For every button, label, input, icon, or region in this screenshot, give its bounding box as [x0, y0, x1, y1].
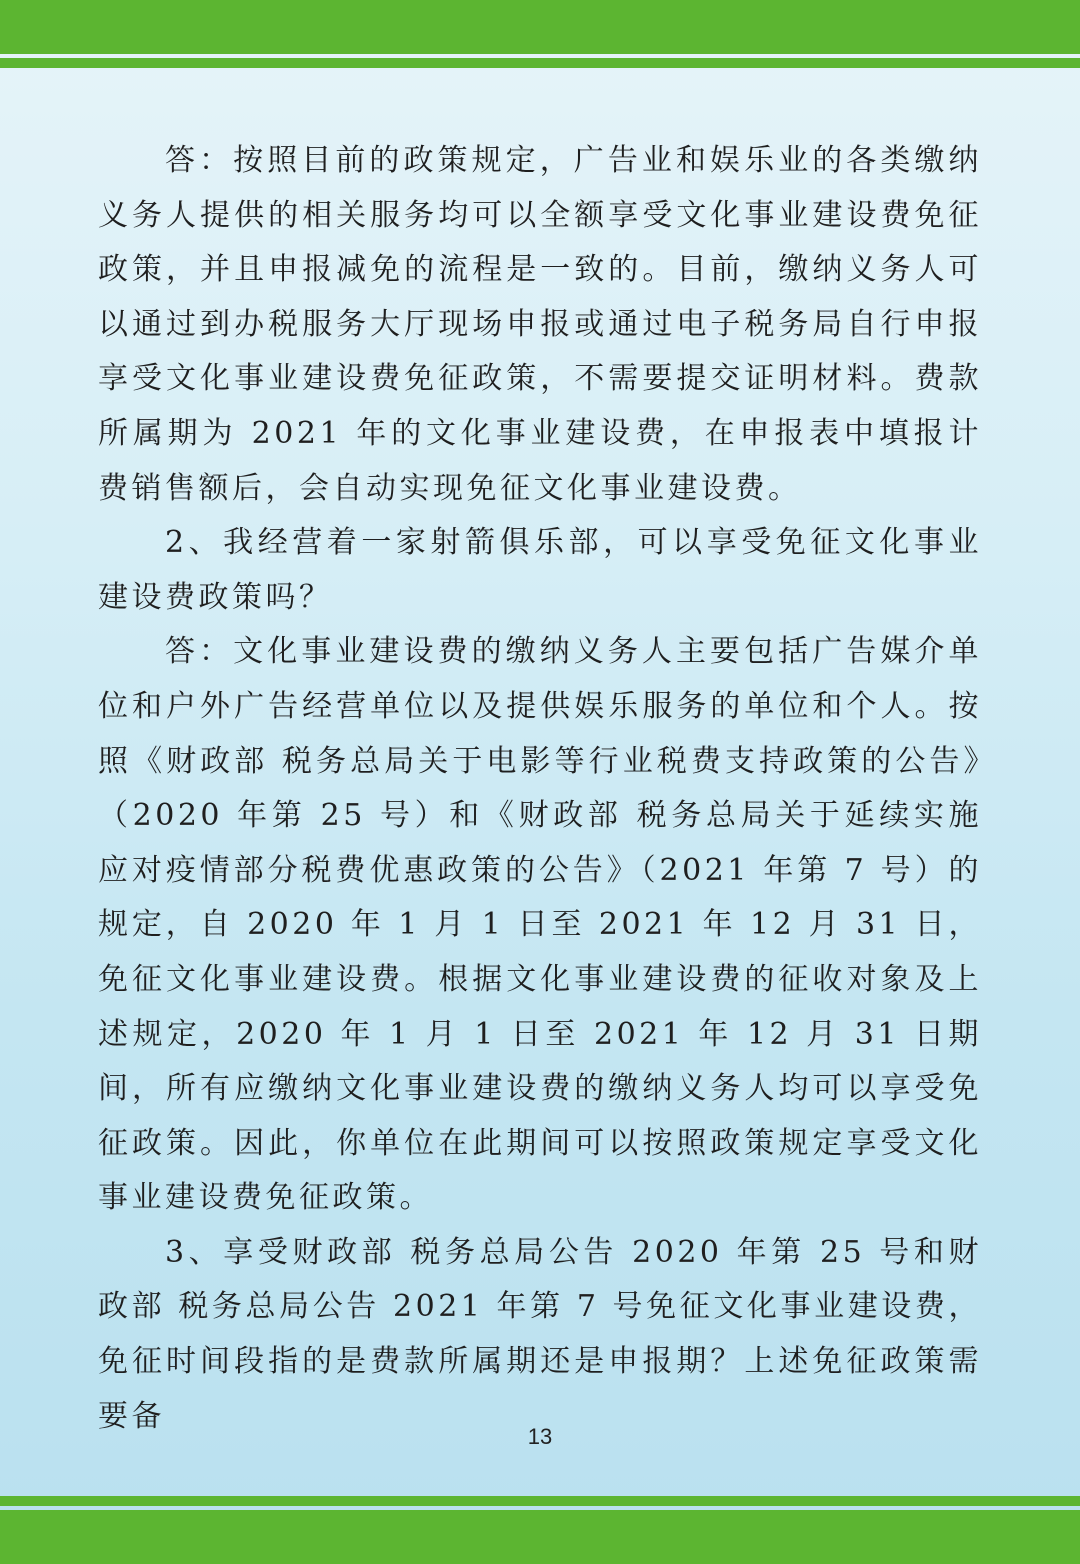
top-green-band: [0, 0, 1080, 54]
answer-paragraph-2: 答：文化事业建设费的缴纳义务人主要包括广告媒介单位和户外广告经营单位以及提供娱乐服务的单位和个人。按照《财政部 税务总局关于电影等行业税费支持政策的公告》（2020 年第 25 号）和《财政部 税务总局关于延续实施应对疫情部分税费优惠政策的公告》（2021 年第 7 号）的规定，自 2020 年 1 月 1 日至 2021 年 12 月 31 日，免征文化事业建设费。根据文化事业建设费的征收对象及上述规定，2020 年 1 月 1 日至 2021 年 12 月 31 日期间，所有应缴纳文化事业建设费的缴纳义务人均可以享受免征政策。因此，你单位在此期间可以按照政策规定享受文化事业建设费免征政策。: [98, 634, 982, 1216]
bottom-green-band: [0, 1510, 1080, 1564]
question-paragraph-2: 2、我经营着一家射箭俱乐部，可以享受免征文化事业建设费政策吗？: [98, 525, 982, 615]
page-content: [98, 134, 982, 1444]
top-green-stripe: [0, 58, 1080, 68]
question-paragraph-3: 3、享受财政部 税务总局公告 2020 年第 25 号和财政部 税务总局公告 2021 年第 7 号免征文化事业建设费，免征时间段指的是费款所属期还是申报期？上述免征政策需要备: [98, 1234, 982, 1434]
bottom-green-stripe: [0, 1496, 1080, 1506]
answer-paragraph-1: 答：按照目前的政策规定，广告业和娱乐业的各类缴纳义务人提供的相关服务均可以全额享受文化事业建设费免征政策，并且申报减免的流程是一致的。目前，缴纳义务人可以通过到办税服务大厅现场申报或通过电子税务局自行申报享受文化事业建设费免征政策，不需要提交证明材料。费款所属期为 2021 年的文化事业建设费，在申报表中填报计费销售额后，会自动实现免征文化事业建设费。: [98, 143, 982, 506]
page-number: 13: [527, 1424, 553, 1449]
